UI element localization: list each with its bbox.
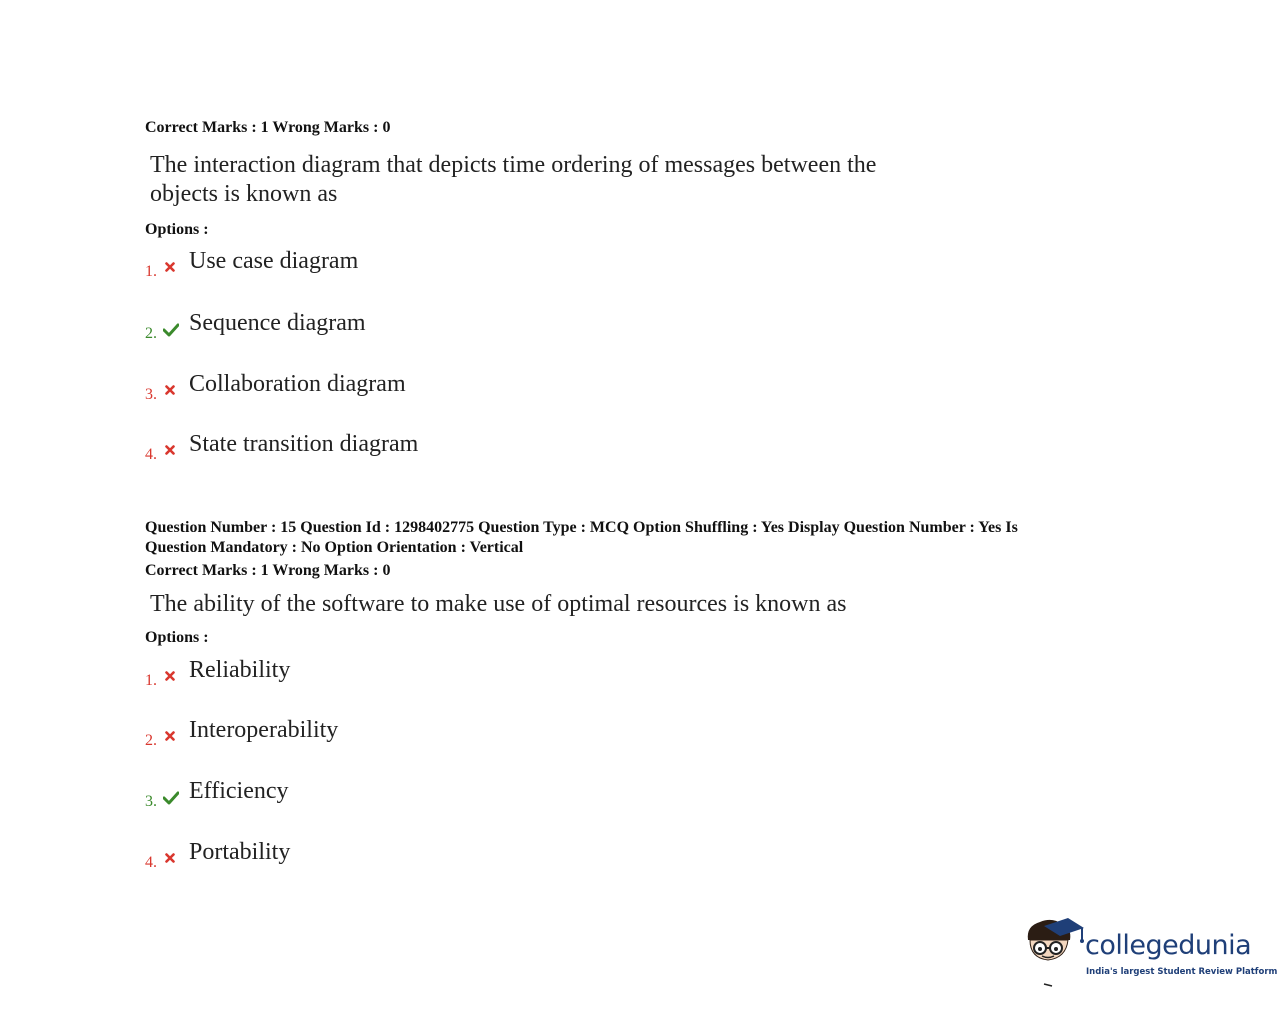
option-number: 3.: [145, 793, 157, 810]
option-number: 2.: [145, 732, 157, 749]
logo-tagline: India's largest Student Review Platform: [1086, 967, 1278, 977]
option-number: 1.: [145, 672, 157, 689]
q2-options-label: Options :: [145, 629, 209, 646]
q2-option-1: [145, 650, 745, 690]
cross-icon: [165, 382, 175, 400]
cross-icon: [165, 668, 175, 686]
q1-marks: Correct Marks : 1 Wrong Marks : 0: [145, 119, 391, 136]
q1-text-line2: objects is known as: [150, 181, 338, 207]
q1-option-4: [145, 424, 745, 464]
option-number: 1.: [145, 263, 157, 280]
q1-option-3: [145, 364, 745, 404]
q2-text-line1: The ability of the software to make use of optimal resources is known as: [150, 591, 847, 617]
option-text: Reliability: [189, 657, 291, 683]
q1-text-line1: The interaction diagram that depicts time ordering of messages between the: [150, 152, 877, 178]
q2-marks: Correct Marks : 1 Wrong Marks : 0: [145, 562, 391, 579]
logo-brand-text: collegedunia: [1085, 930, 1252, 961]
option-text: Collaboration diagram: [189, 371, 406, 397]
option-text: State transition diagram: [189, 431, 419, 457]
cross-icon: [165, 728, 175, 746]
option-number: 3.: [145, 386, 157, 403]
q2-option-4: [145, 832, 745, 872]
cross-icon: [165, 259, 175, 277]
q2-info-line2: Question Mandatory : No Option Orientation : Vertical: [145, 539, 524, 556]
q1-option-1: [145, 241, 745, 281]
option-text: Use case diagram: [189, 248, 359, 274]
cross-icon: [165, 442, 175, 460]
check-icon: [163, 323, 179, 342]
cross-icon: [165, 850, 175, 868]
check-icon: [163, 791, 179, 810]
option-text: Interoperability: [189, 717, 339, 743]
option-text: Portability: [189, 839, 291, 865]
option-text: Sequence diagram: [189, 310, 366, 336]
collegedunia-logo: [1022, 914, 1278, 990]
q2-option-2: [145, 710, 745, 750]
q1-option-2: [145, 303, 745, 343]
option-number: 4.: [145, 854, 157, 871]
option-number: 2.: [145, 325, 157, 342]
q2-option-3: [145, 771, 745, 811]
q2-info-line1: Question Number : 15 Question Id : 1298402775 Question Type : MCQ Option Shuffling : Yes Display Question Number : Yes Is: [145, 519, 1018, 536]
option-number: 4.: [145, 446, 157, 463]
mascot-icon: [1022, 914, 1084, 990]
q1-options-label: Options :: [145, 221, 209, 238]
option-text: Efficiency: [189, 778, 289, 804]
